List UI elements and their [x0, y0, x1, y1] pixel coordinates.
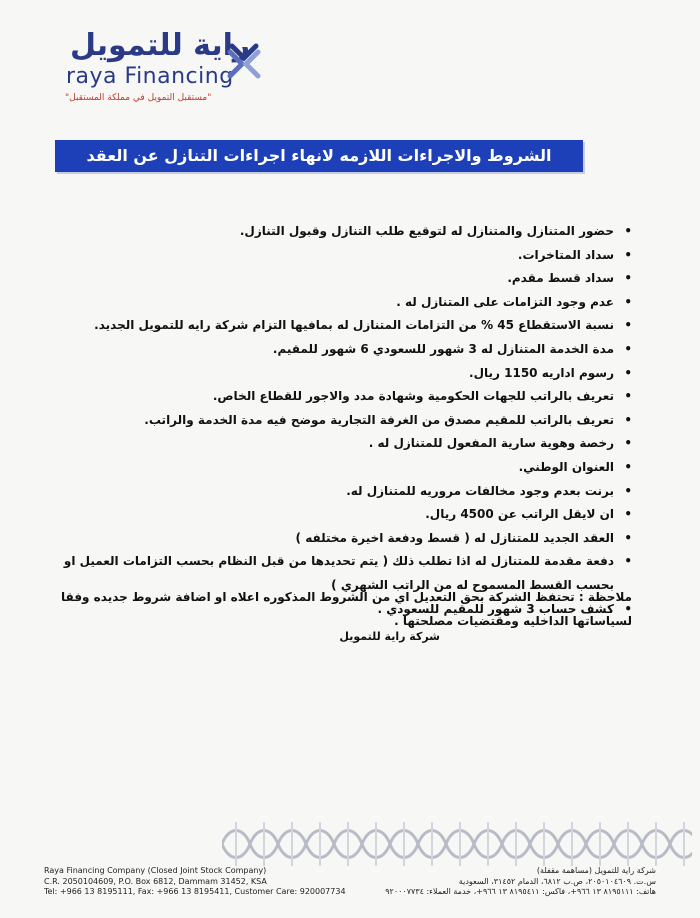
list-item: • سداد المتاخرات.	[44, 244, 614, 268]
footer-en-line: Raya Financing Company (Closed Joint Stock Company)	[44, 866, 267, 875]
footer-arabic	[356, 866, 656, 898]
footer-ar-line: هاتف: ٨١٩٥١١١ ١٣ ٩٦٦+، فاكس: ٨١٩٥٤١١ ١٣ ٩٦٦+، خدمة العملاء: ٩٢٠٠٠٧٧٣٤	[385, 887, 656, 896]
list-item: • العقد الجديد للمتنازل له ( قسط ودفعة اخيرة مختلفه )	[44, 527, 614, 551]
list-item: • سداد قسط مقدم.	[44, 267, 614, 291]
decorative-pattern	[222, 822, 692, 866]
logo-mark-icon	[222, 38, 266, 82]
company-signature: شركة راية للتمويل	[339, 630, 440, 643]
list-item: • تعريف بالراتب للجهات الحكومية وشهادة مدد والاجور للقطاع الخاص.	[44, 385, 614, 409]
footer-en-line: C.R. 2050104609, P.O. Box 6812, Dammam 31452, KSA	[44, 876, 267, 886]
list-item: • مدة الخدمة المتنازل له 3 شهور للسعودي 6 شهور للمقيم.	[44, 338, 614, 362]
list-item: • نسبة الاستقطاع 45 % من التزامات المتنازل له بمافيها التزام شركة رايه للتمويل الجديد.	[44, 314, 614, 338]
list-item: • حضور المتنازل والمتنازل له لتوقيع طلب التنازل وقبول التنازل.	[44, 220, 614, 244]
list-item: • كشف حساب 3 شهور للمقيم للسعودي .	[44, 598, 614, 622]
list-item: • عدم وجود التزامات على المتنازل له .	[44, 291, 614, 315]
conditions-list	[44, 220, 632, 621]
list-item: • برنت بعدم وجود مخالفات مروريه للمتنازل له.	[44, 480, 614, 504]
list-item: • رسوم اداريه 1150 ريال.	[44, 362, 614, 386]
note-paragraph: ملاحظة : تحتفظ الشركة بحق التعديل اي من الشروط المذكوره اعلاه او اضافة شروط جديده وفقا لسياساتها الداخليه ومقتضيات مصلحتها .	[61, 590, 632, 628]
footer-ar-line: س.ت. ٢٠٥٠١٠٤٦٠٩، ص.ب ٦٨١٢، الدمام ٣١٤٥٢، السعودية	[458, 876, 656, 886]
logo-tagline: "مستقبل التمويل في مملكة المستقبل"	[65, 93, 212, 103]
list-item: • دفعة مقدمة للمتنازل له اذا تطلب ذلك ( يتم تحديدها من قبل النظام بحسب التزامات العميل او بحسب القسط المسموح له من الراتب الشهري )	[44, 550, 614, 597]
page-title: الشروط والاجراءات اللازمه لانهاء اجراءات التنازل عن العقد	[55, 140, 583, 172]
logo-english-name: raya Financing	[66, 64, 234, 89]
list-item: • رخصة وهوية سارية المفعول للمتنازل له .	[44, 432, 614, 456]
list-item: • ان لايقل الراتب عن 4500 ريال.	[44, 503, 614, 527]
company-logo	[40, 28, 280, 118]
footer-en-line: Tel: +966 13 8195111, Fax: +966 13 8195411, Customer Care: 920007734	[44, 887, 346, 896]
list-item: • تعريف بالراتب للمقيم مصدق من الغرفة التجارية موضح فيه مدة الخدمة والراتب.	[44, 409, 614, 433]
footer-english	[44, 866, 374, 898]
logo-arabic-name: راية للتمويل	[70, 28, 251, 63]
list-item: • العنوان الوطني.	[44, 456, 614, 480]
footer-ar-line: شركة راية للتمويل (مساهمة مقفلة)	[536, 866, 656, 875]
